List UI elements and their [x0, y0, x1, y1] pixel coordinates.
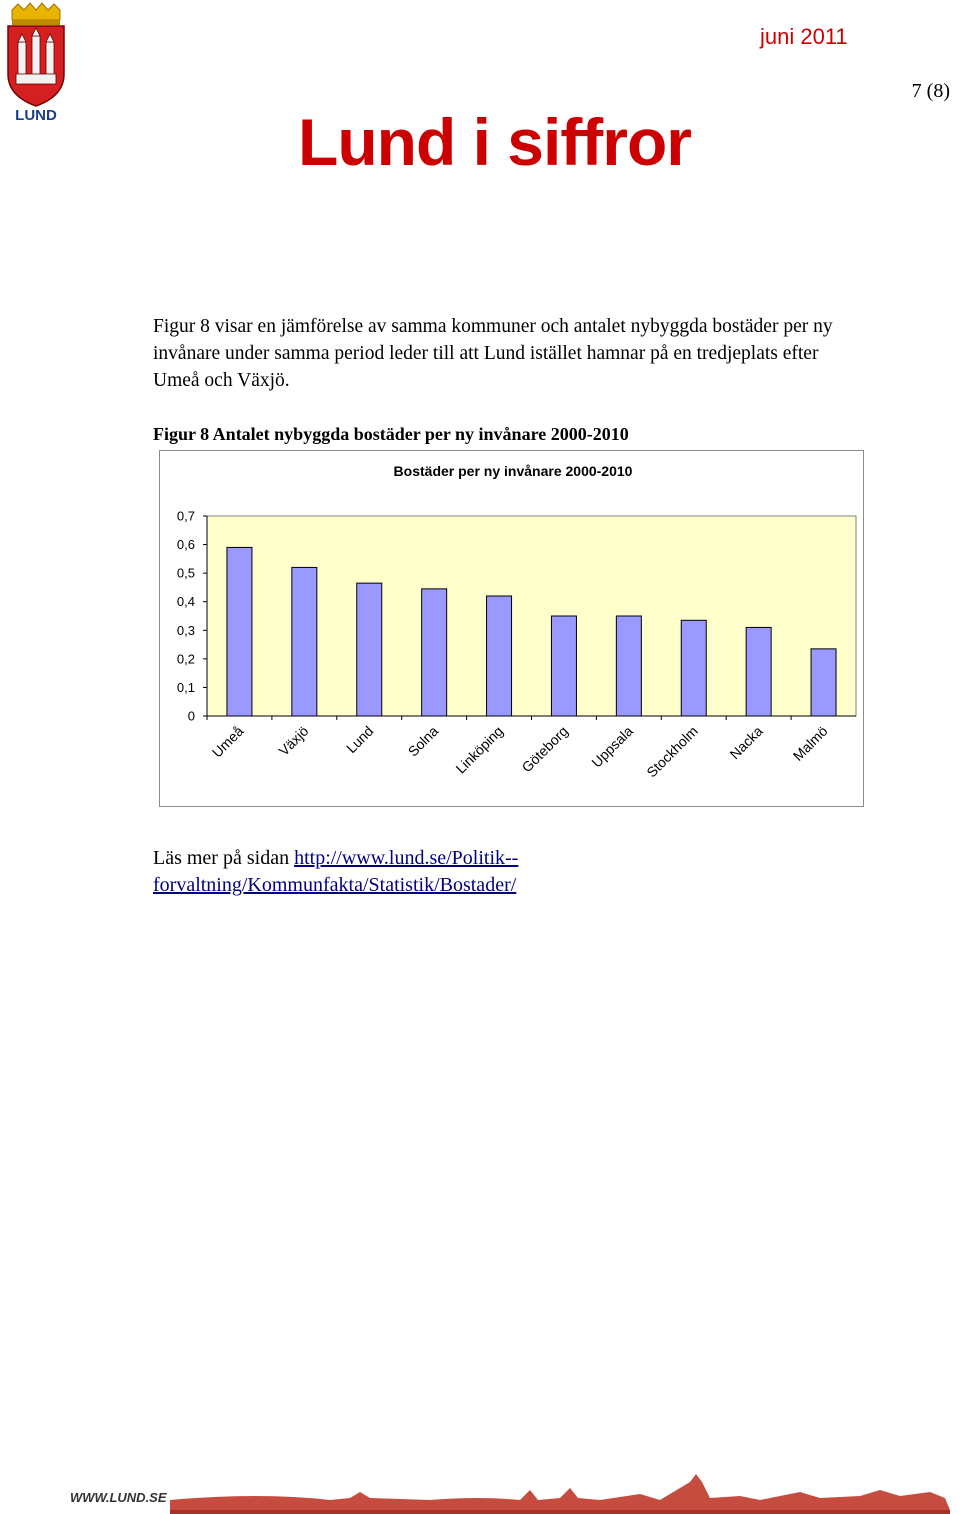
header-date: juni 2011: [760, 24, 848, 49]
y-tick-label: 0,5: [176, 565, 195, 581]
page-title: Lund i siffror: [298, 105, 691, 179]
footer-skyline: [0, 1470, 960, 1514]
x-tick-label: Uppsala: [588, 722, 636, 771]
chart-frame: [159, 450, 864, 807]
y-tick-label: 0,1: [176, 679, 195, 695]
read-more-prefix: Läs mer på sidan: [153, 847, 295, 869]
x-tick-label: Växjö: [275, 722, 312, 759]
logo-text: LUND: [15, 107, 57, 124]
y-tick-label: 0: [187, 708, 195, 724]
chart-title: Bostäder per ny invånare 2000-2010: [393, 463, 633, 479]
lund-coat-of-arms-logo: [4, 2, 68, 124]
y-tick-label: 0,2: [176, 651, 195, 667]
x-tick-label: Linköping: [452, 722, 507, 777]
intro-paragraph: Figur 8 visar en jämförelse av samma kommuner och antalet nybyggda bostäder per ny invånare under samma period leder till att Lund istället hamnar på en tredjeplats efter Umeå och Växjö.: [153, 316, 833, 391]
x-tick-label: Nacka: [726, 722, 766, 763]
x-tick-label: Umeå: [208, 722, 247, 761]
read-more-link-line1[interactable]: http://www.lund.se/Politik--: [294, 847, 519, 869]
figure-caption: Figur 8 Antalet nybyggda bostäder per ny invånare 2000-2010: [153, 424, 629, 444]
y-tick-label: 0,3: [176, 622, 195, 638]
x-tick-label: Stockholm: [643, 722, 701, 781]
read-more-link-line2[interactable]: forvaltning/Kommunfakta/Statistik/Bostader/: [153, 874, 517, 896]
y-tick-label: 0,4: [176, 594, 195, 610]
footer-url: WWW.LUND.SE: [70, 1490, 167, 1505]
x-tick-label: Malmö: [789, 722, 831, 764]
x-tick-label: Lund: [343, 722, 377, 757]
x-tick-label: Solna: [404, 722, 442, 760]
page-number: 7 (8): [911, 80, 950, 102]
y-tick-label: 0,7: [176, 508, 195, 524]
read-more: [153, 845, 793, 899]
x-tick-label: Göteborg: [518, 722, 572, 776]
skyline-silhouette-icon: [170, 1474, 950, 1510]
y-tick-label: 0,6: [176, 537, 195, 553]
